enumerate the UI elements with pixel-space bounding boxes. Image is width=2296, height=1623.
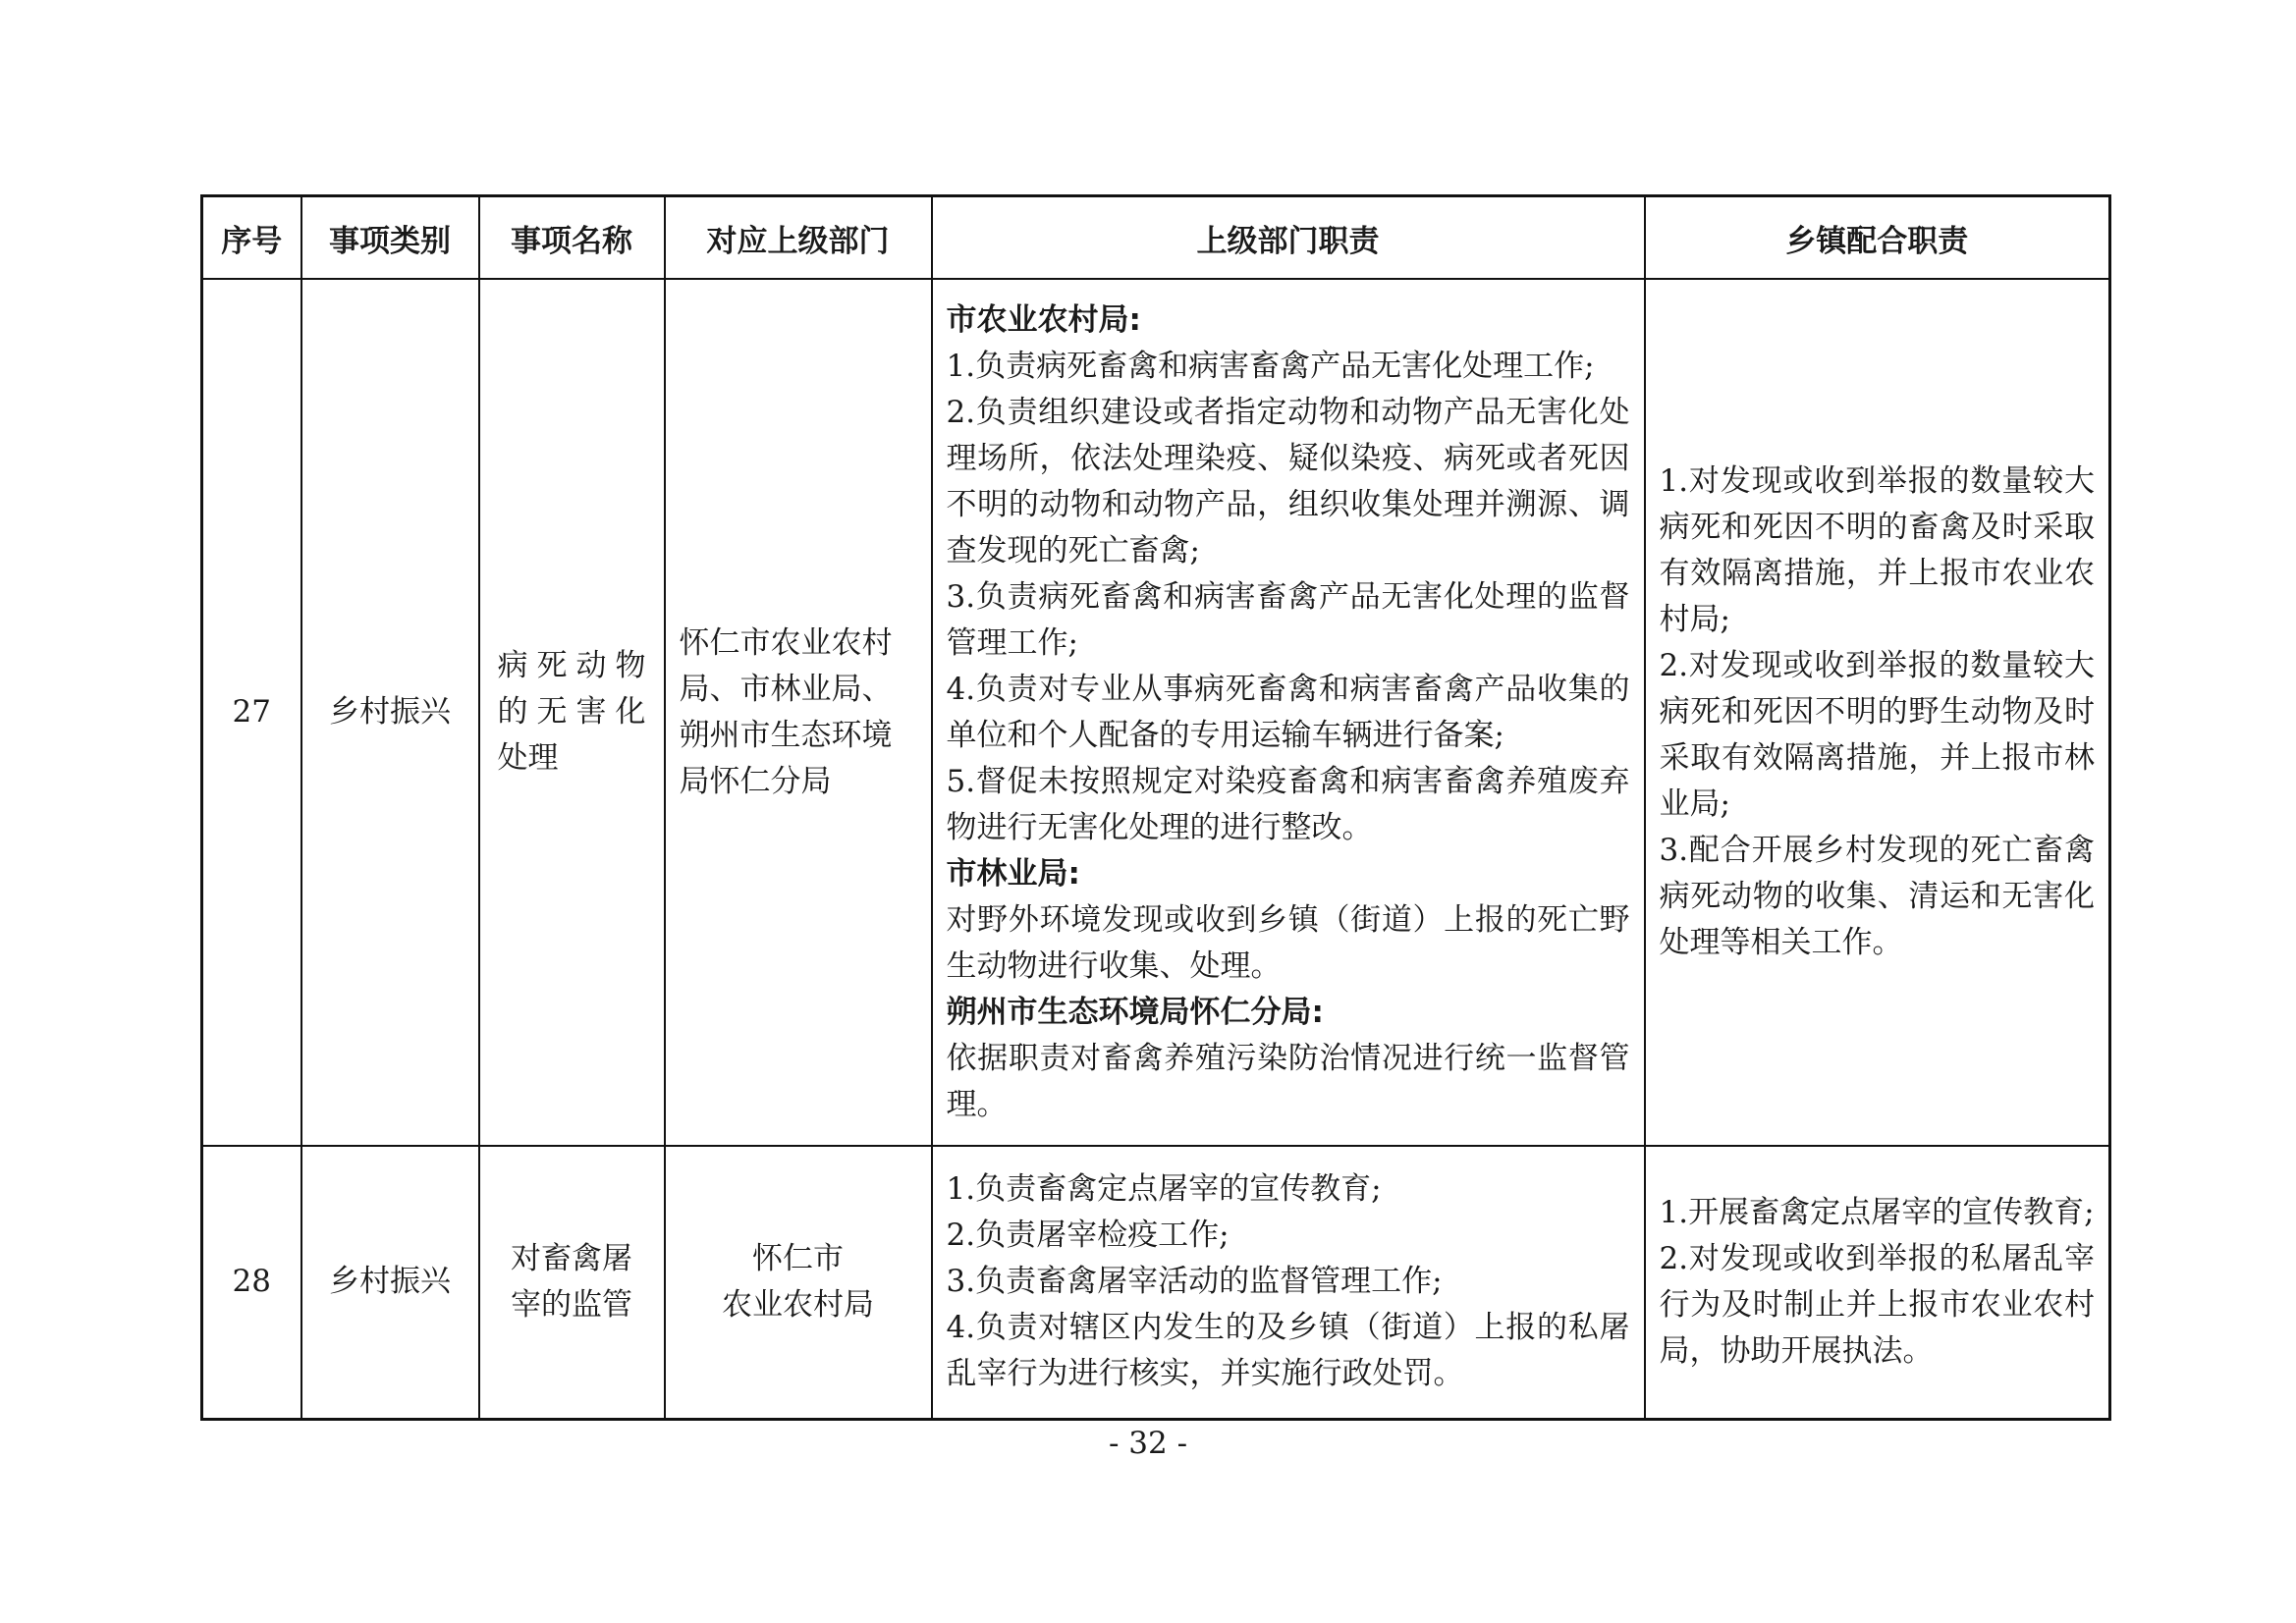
duty-item: 对野外环境发现或收到乡镇（街道）上报的死亡野生动物进行收集、处理。 bbox=[946, 901, 1630, 984]
row-category: 乡村振兴 bbox=[301, 1146, 479, 1419]
duty-item: 2.负责屠宰检疫工作; bbox=[946, 1217, 1230, 1254]
town-duty-item: 3.配合开展乡村发现的死亡畜禽病死动物的收集、清运和无害化处理等相关工作。 bbox=[1659, 833, 2095, 960]
duty-item: 1.负责病死畜禽和病害畜禽产品无害化处理工作; bbox=[946, 348, 1595, 384]
duty-item: 2.负责组织建设或者指定动物和动物产品无害化处理场所，依法处理染疫、疑似染疫、病死或者死因不明的动物和动物产品，组织收集处理并溯源、调查发现的死亡畜禽; bbox=[946, 394, 1630, 568]
duty-item: 4.负责对辖区内发生的及乡镇（街道）上报的私屠乱宰行为进行核实，并实施行政处罚。 bbox=[946, 1310, 1630, 1392]
duty-dept-heading: 市林业局: bbox=[946, 855, 1080, 892]
row-seq: 28 bbox=[202, 1146, 301, 1419]
row-superior-dept bbox=[665, 1146, 932, 1419]
header-superior-dept: 对应上级部门 bbox=[665, 196, 932, 280]
header-superior-duties: 上级部门职责 bbox=[932, 196, 1645, 280]
table-row bbox=[202, 279, 2110, 1146]
dept-line: 怀仁市 bbox=[752, 1240, 844, 1276]
header-seq: 序号 bbox=[202, 196, 301, 280]
dept-line: 局怀仁分局 bbox=[679, 763, 832, 799]
duty-item: 依据职责对畜禽养殖污染防治情况进行统一监督管理。 bbox=[946, 1040, 1630, 1122]
item-name-line: 宰的监管 bbox=[511, 1286, 632, 1323]
item-name-line: 的无害化 bbox=[497, 694, 646, 730]
town-duty-item: 2.对发现或收到举报的私屠乱宰行为及时制止并上报市农业农村局，协助开展执法。 bbox=[1659, 1240, 2095, 1369]
duty-item: 4.负责对专业从事病死畜禽和病害畜禽产品收集的单位和个人配备的专用运输车辆进行备案; bbox=[946, 671, 1630, 753]
duty-item: 3.负责畜禽屠宰活动的监督管理工作; bbox=[946, 1264, 1443, 1300]
duty-dept-heading: 市农业农村局: bbox=[946, 301, 1141, 338]
page-number: - 32 - bbox=[1108, 1426, 1188, 1461]
row-superior-dept bbox=[665, 279, 932, 1146]
town-duty-item: 1.开展畜禽定点屠宰的宣传教育; bbox=[1659, 1194, 2095, 1230]
dept-line: 怀仁市农业农村 bbox=[679, 624, 893, 661]
duty-item: 5.督促未按照规定对染疫畜禽和病害畜禽养殖废弃物进行无害化处理的进行整改。 bbox=[946, 763, 1630, 845]
row-superior-duties bbox=[932, 279, 1645, 1146]
dept-line: 局、市林业局、 bbox=[679, 671, 893, 707]
duty-table bbox=[200, 194, 2111, 1421]
table-row bbox=[202, 1146, 2110, 1419]
row-item-name bbox=[479, 1146, 665, 1419]
duty-dept-heading: 朔州市生态环境局怀仁分局: bbox=[946, 994, 1324, 1030]
header-category: 事项类别 bbox=[301, 196, 479, 280]
row-item-name bbox=[479, 279, 665, 1146]
row-superior-duties bbox=[932, 1146, 1645, 1419]
row-seq: 27 bbox=[202, 279, 301, 1146]
town-duty-item: 2.对发现或收到举报的数量较大病死和死因不明的野生动物及时采取有效隔离措施，并上报市林业局; bbox=[1659, 648, 2095, 822]
row-town-duties bbox=[1645, 279, 2110, 1146]
header-item-name: 事项名称 bbox=[479, 196, 665, 280]
item-name-line: 对畜禽屠 bbox=[511, 1240, 632, 1276]
duty-item: 3.负责病死畜禽和病害畜禽产品无害化处理的监督管理工作; bbox=[946, 578, 1630, 661]
town-duty-item: 1.对发现或收到举报的数量较大病死和死因不明的畜禽及时采取有效隔离措施，并上报市农业农村局; bbox=[1659, 463, 2095, 637]
dept-line: 农业农村局 bbox=[722, 1286, 874, 1323]
row-category: 乡村振兴 bbox=[301, 279, 479, 1146]
header-town-duties: 乡镇配合职责 bbox=[1645, 196, 2110, 280]
header-row bbox=[202, 196, 2110, 280]
item-name-line: 处理 bbox=[497, 740, 559, 776]
dept-line: 朔州市生态环境 bbox=[679, 717, 893, 753]
row-town-duties bbox=[1645, 1146, 2110, 1419]
duty-item: 1.负责畜禽定点屠宰的宣传教育; bbox=[946, 1171, 1382, 1208]
item-name-line: 病死动物 bbox=[497, 648, 646, 683]
